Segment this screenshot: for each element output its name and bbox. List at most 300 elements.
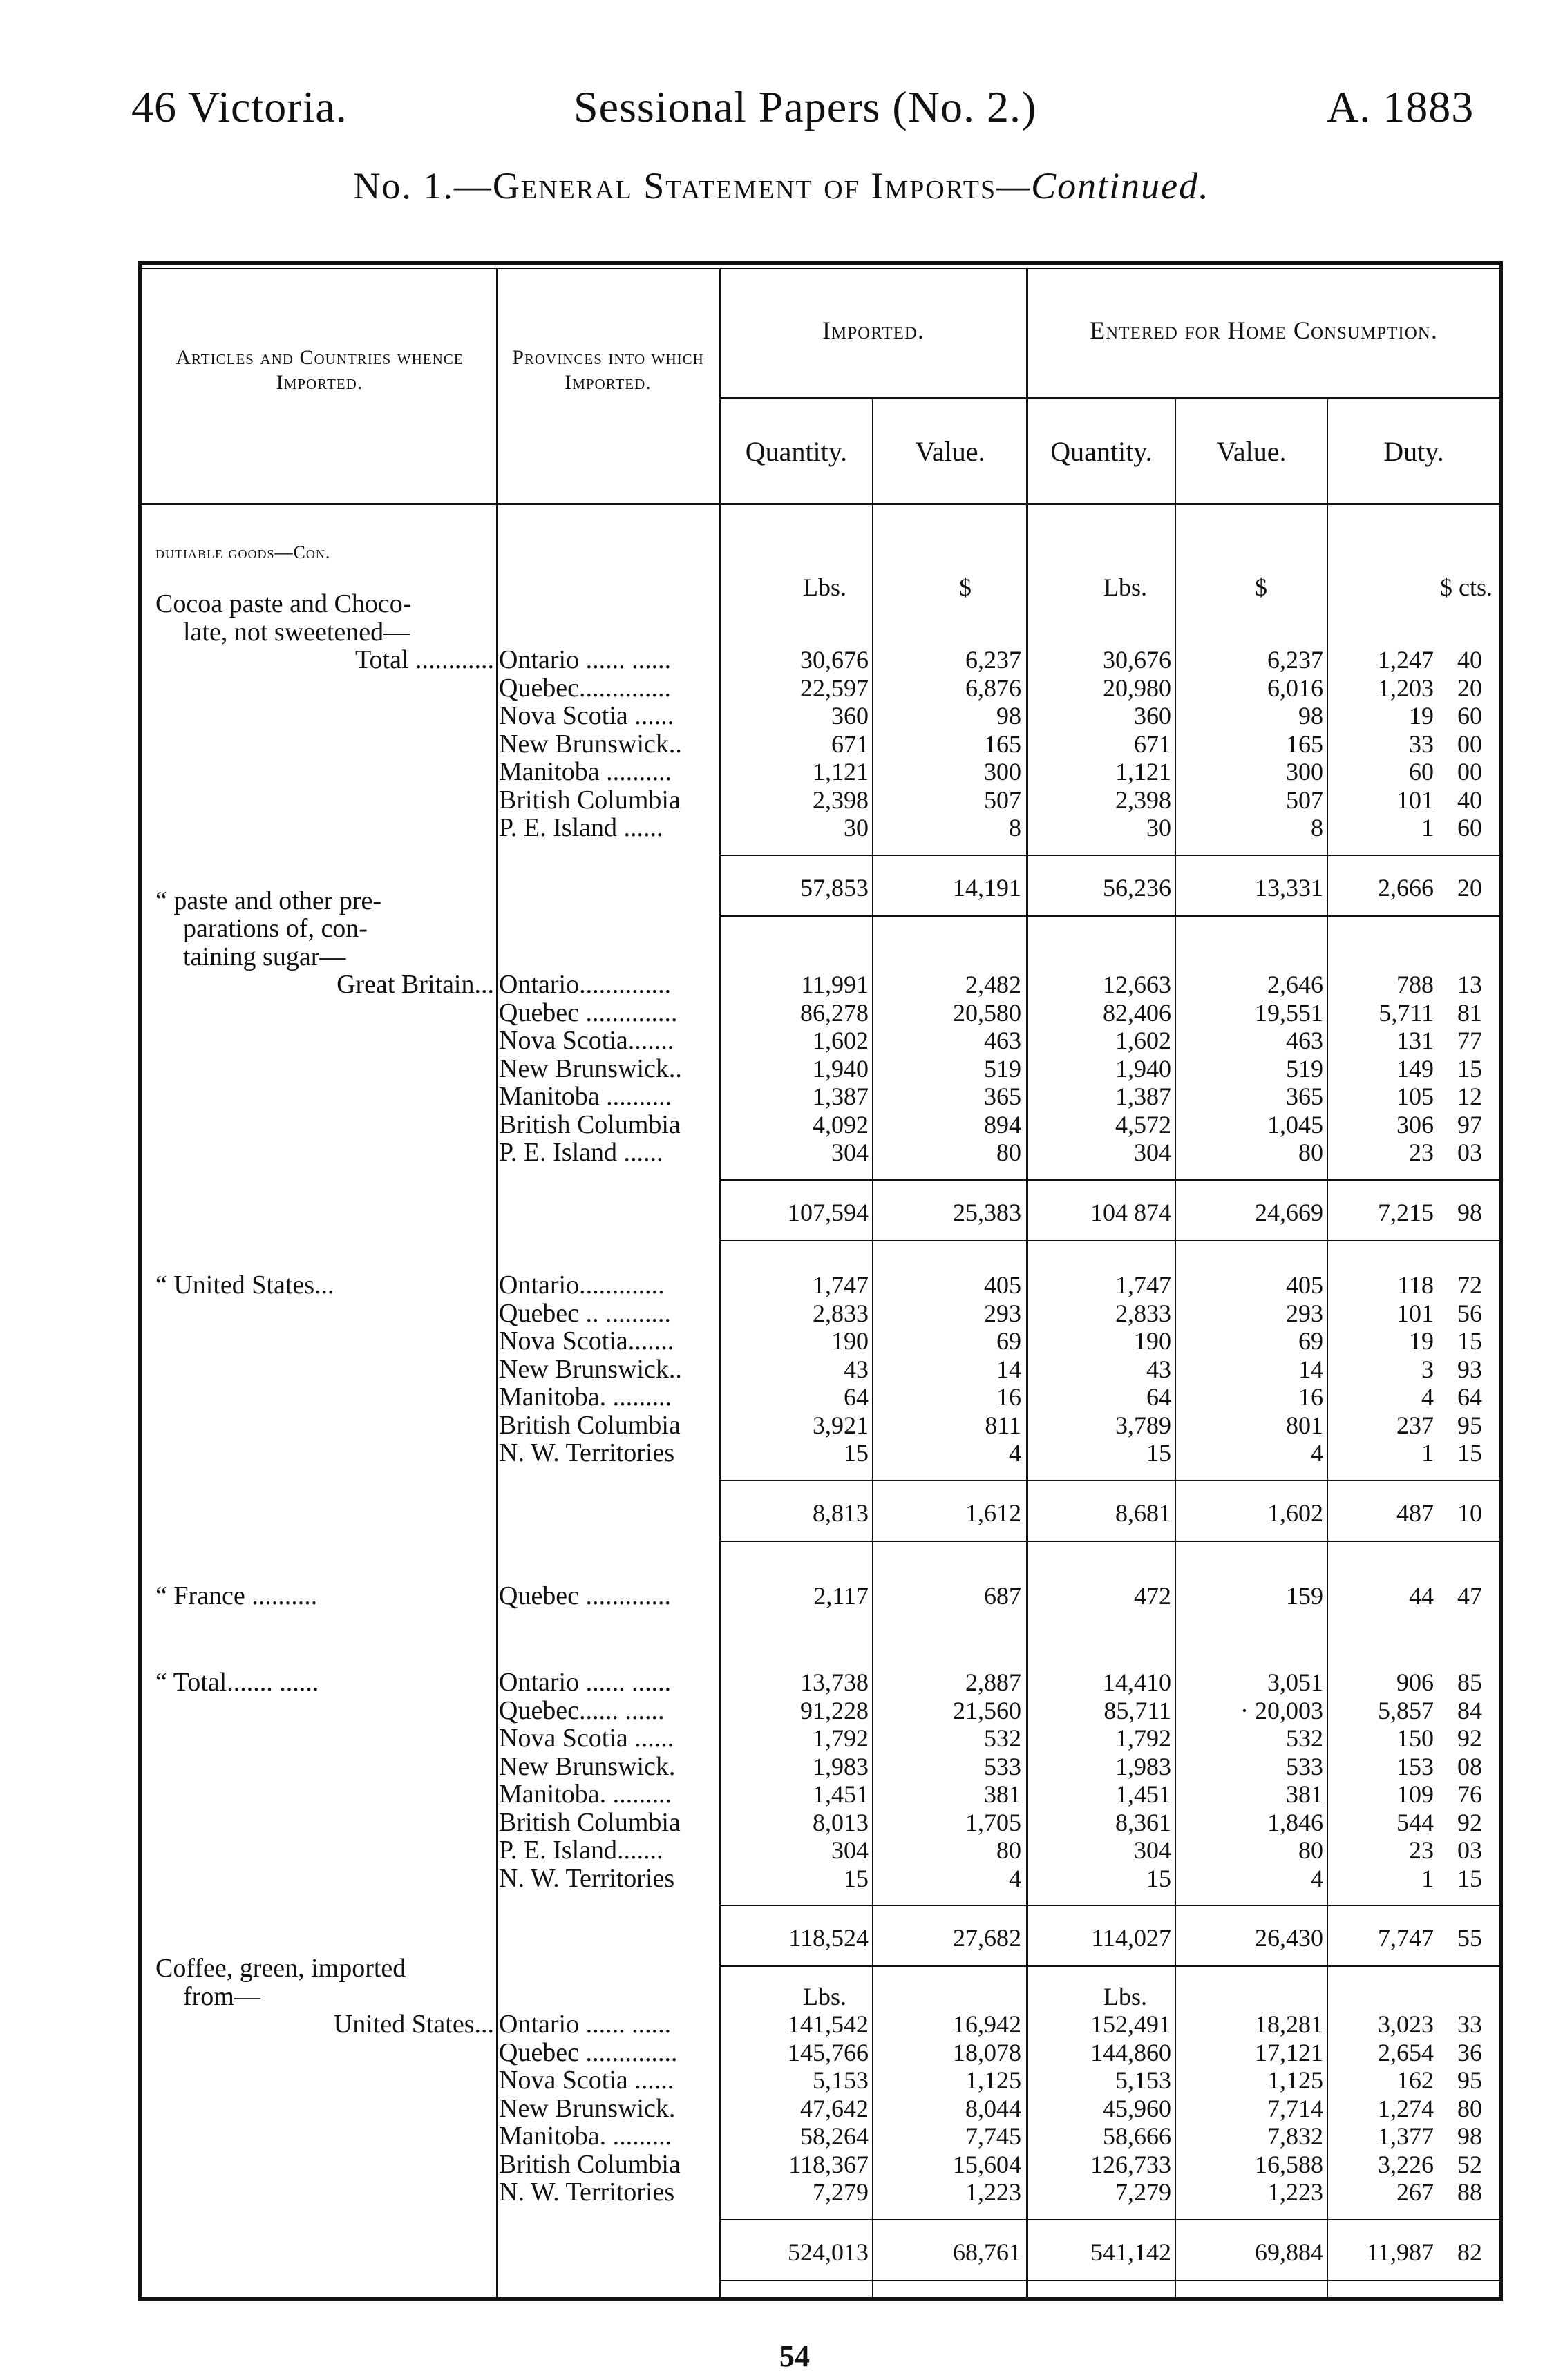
cell-duty-dollars: 109: [1396, 1780, 1434, 1808]
cell-quantity: 13,738: [800, 1668, 869, 1696]
cell-duty-cents: 98: [1457, 2122, 1482, 2150]
article-label-line: “ Total....... ......: [155, 1668, 319, 1697]
total-underline: [719, 1240, 1499, 1241]
cell-quantity: 1,940: [813, 1054, 869, 1083]
cell-value-entered: 80: [1298, 1836, 1323, 1864]
province-name: Manitoba ..........: [499, 758, 672, 786]
cell-quantity: 86,278: [800, 998, 869, 1027]
cell-quantity: 64: [844, 1383, 869, 1411]
cell-quantity-entered: 2,398: [1115, 786, 1171, 814]
cell-value-entered: 532: [1286, 1724, 1323, 1752]
cell-value-entered: 98: [1298, 702, 1323, 730]
cell-quantity: 190: [831, 1327, 869, 1355]
cell-duty-dollars: 237: [1396, 1411, 1434, 1439]
cell-quantity: 30: [844, 814, 869, 841]
cell-value-entered: 17,121: [1255, 2038, 1323, 2066]
cell-quantity-entered: 1,387: [1115, 1083, 1171, 1110]
cell-value: 1,125: [965, 2066, 1021, 2094]
total-quantity: 107,594: [788, 1198, 869, 1226]
total-duty-cents: 55: [1457, 1924, 1482, 1952]
cell-quantity-entered: 1,940: [1115, 1054, 1171, 1083]
total-duty-cents: 20: [1457, 873, 1482, 902]
cell-duty-cents: 47: [1457, 1582, 1482, 1610]
unit-val: $: [959, 573, 972, 601]
cell-duty-cents: 60: [1457, 702, 1482, 730]
col-head-entered: Entered for Home Consumption.: [1090, 316, 1438, 344]
cell-duty-cents: 97: [1457, 1110, 1482, 1139]
cell-value: 80: [996, 1139, 1021, 1166]
cell-value-entered: 405: [1286, 1271, 1323, 1299]
cell-value-entered: 165: [1286, 730, 1323, 758]
cell-quantity-entered: 1,747: [1115, 1271, 1171, 1299]
cell-value: 69: [996, 1327, 1021, 1355]
cell-value: 16,942: [953, 2010, 1021, 2038]
province-name: New Brunswick.: [499, 2094, 676, 2122]
province-name: Quebec..............: [499, 674, 672, 702]
total-value: 1,612: [965, 1498, 1021, 1527]
province-name: N. W. Territories: [499, 2178, 675, 2206]
cell-value-entered: 16: [1298, 1383, 1323, 1411]
article-label-line: Total ............: [354, 645, 494, 674]
cell-duty-cents: 15: [1457, 1439, 1482, 1467]
total-rule: [719, 1179, 1499, 1181]
cell-quantity: 671: [831, 730, 869, 758]
article-label-line: “ paste and other pre-: [155, 886, 382, 915]
cell-duty-dollars: 131: [1396, 1027, 1434, 1054]
cell-value-entered: 381: [1286, 1780, 1323, 1808]
province-name: Nova Scotia ......: [499, 2066, 674, 2094]
col-divider-5: [1175, 399, 1176, 2297]
cell-quantity-entered: 152,491: [1090, 2010, 1171, 2038]
cell-duty-dollars: 150: [1396, 1724, 1434, 1752]
cell-duty-cents: 60: [1457, 814, 1482, 841]
cell-duty-cents: 40: [1457, 786, 1482, 814]
province-name: Nova Scotia ......: [499, 702, 674, 730]
cell-quantity-entered: 2,833: [1115, 1299, 1171, 1327]
cell-value: 6,876: [965, 674, 1021, 702]
article-label-line: Cocoa paste and Choco-: [155, 589, 412, 618]
cell-duty-cents: 92: [1457, 1808, 1482, 1836]
cell-quantity: 22,597: [800, 674, 869, 702]
cell-duty-dollars: 101: [1396, 1299, 1434, 1327]
cell-quantity-entered: 360: [1134, 702, 1171, 730]
title-number: No. 1.—: [353, 165, 493, 207]
cell-duty-cents: 95: [1457, 1411, 1482, 1439]
cell-quantity-entered: 82,406: [1103, 998, 1171, 1027]
total-quantity-entered: 104 874: [1090, 1198, 1171, 1226]
cell-value: 405: [984, 1271, 1021, 1299]
cell-duty-cents: 03: [1457, 1139, 1482, 1166]
header-right: A. 1883: [1327, 82, 1475, 131]
cell-value: 1,223: [965, 2178, 1021, 2206]
cell-duty-dollars: 4: [1421, 1383, 1434, 1411]
total-quantity-entered: 56,236: [1103, 873, 1171, 902]
article-label-line: from—: [183, 1981, 260, 2011]
cell-value-entered: 801: [1286, 1411, 1323, 1439]
cell-quantity-entered: 15: [1146, 1439, 1171, 1467]
total-duty-dollars: 487: [1396, 1498, 1434, 1527]
total-duty-cents: 10: [1457, 1498, 1482, 1527]
cell-duty-cents: 40: [1457, 646, 1482, 674]
cell-quantity: 7,279: [813, 2178, 869, 2206]
total-underline: [719, 915, 1499, 917]
col-head-quantity: Quantity.: [745, 436, 848, 467]
article-label-line: United States...: [333, 2010, 494, 2039]
cell-duty-cents: 13: [1457, 971, 1482, 998]
total-duty-cents: 98: [1457, 1198, 1482, 1226]
cell-quantity-entered: 12,663: [1103, 971, 1171, 998]
total-underline: [719, 1965, 1499, 1967]
cell-value-entered: 1,125: [1267, 2066, 1323, 2094]
cell-duty-cents: 33: [1457, 2010, 1482, 2038]
cell-value: 80: [996, 1836, 1021, 1864]
cell-duty-cents: 95: [1457, 2066, 1482, 2094]
header-bottom-rule: [138, 503, 1503, 505]
total-rule: [719, 1905, 1499, 1906]
province-name: Ontario.............: [499, 1271, 665, 1299]
cell-value-entered: 1,045: [1267, 1110, 1323, 1139]
cell-value: 98: [996, 702, 1021, 730]
cell-duty-cents: 12: [1457, 1083, 1482, 1110]
col-head-imported: Imported.: [822, 316, 925, 344]
cell-duty-cents: 84: [1457, 1696, 1482, 1724]
cell-duty-dollars: 267: [1396, 2178, 1434, 2206]
cell-quantity: 8,013: [813, 1808, 869, 1836]
cell-quantity-entered: 4,572: [1115, 1110, 1171, 1139]
cell-value: 18,078: [953, 2038, 1021, 2066]
cell-quantity: 3,921: [813, 1411, 869, 1439]
cell-duty-dollars: 1,377: [1378, 2122, 1434, 2150]
province-name: Manitoba ..........: [499, 1083, 672, 1110]
cell-value-entered: 69: [1298, 1327, 1323, 1355]
cell-quantity-entered: 671: [1134, 730, 1171, 758]
cell-value-entered: 7,832: [1267, 2122, 1323, 2150]
province-name: Quebec .............: [499, 1582, 672, 1610]
cell-duty-dollars: 788: [1396, 971, 1434, 998]
cell-quantity-entered: 85,711: [1103, 1696, 1171, 1724]
cell-duty-cents: 76: [1457, 1780, 1482, 1808]
cell-duty-dollars: 105: [1396, 1083, 1434, 1110]
cell-value-entered: 14: [1298, 1355, 1323, 1383]
total-value-entered: 69,884: [1255, 2238, 1323, 2266]
total-quantity: 118,524: [788, 1924, 869, 1952]
total-value: 25,383: [953, 1198, 1021, 1226]
cell-duty-cents: 56: [1457, 1299, 1482, 1327]
table-top-rule-thin: [138, 268, 1503, 269]
cell-duty-dollars: 19: [1409, 702, 1434, 730]
cell-value: 7,745: [965, 2122, 1021, 2150]
cell-duty-dollars: 5,857: [1378, 1696, 1434, 1724]
cell-value: 1,705: [965, 1808, 1021, 1836]
col-head-quantity-entered: Quantity.: [1050, 436, 1153, 467]
cell-quantity-entered: 472: [1134, 1582, 1171, 1610]
cell-quantity: 304: [831, 1139, 869, 1166]
cell-duty-dollars: 1: [1421, 814, 1434, 841]
cell-duty-cents: 92: [1457, 1724, 1482, 1752]
section-label: dutiable goods—Con.: [155, 542, 331, 562]
cell-value: 687: [984, 1582, 1021, 1610]
cell-duty-cents: 52: [1457, 2150, 1482, 2178]
cell-value-entered: 1,223: [1267, 2178, 1323, 2206]
total-value: 68,761: [953, 2238, 1021, 2266]
total-quantity: 57,853: [800, 873, 869, 902]
cell-quantity: 2,117: [813, 1582, 869, 1610]
table-title: [0, 164, 1563, 207]
cell-duty-cents: 00: [1457, 758, 1482, 786]
cell-value-entered: · 20,003: [1240, 1696, 1323, 1724]
cell-duty-dollars: 19: [1409, 1327, 1434, 1355]
total-rule: [719, 1480, 1499, 1481]
province-name: Manitoba. .........: [499, 2122, 672, 2150]
cell-quantity-entered: 190: [1134, 1327, 1171, 1355]
cell-duty-dollars: 1,274: [1378, 2094, 1434, 2122]
cell-quantity: 43: [844, 1355, 869, 1383]
cell-value: 381: [984, 1780, 1021, 1808]
cell-duty-cents: 15: [1457, 1327, 1482, 1355]
province-name: N. W. Territories: [499, 1439, 675, 1467]
cell-quantity: 15: [844, 1864, 869, 1892]
cell-value-entered: 7,714: [1267, 2094, 1323, 2122]
province-name: Quebec .. ..........: [499, 1299, 672, 1327]
cell-duty-cents: 80: [1457, 2094, 1482, 2122]
cell-quantity-entered: 304: [1134, 1836, 1171, 1864]
province-name: New Brunswick..: [499, 1355, 682, 1383]
article-label-line: “ United States...: [155, 1270, 334, 1300]
cell-duty-cents: 93: [1457, 1355, 1482, 1383]
article-label-line: Coffee, green, imported: [155, 1954, 406, 1983]
total-duty-dollars: 7,215: [1378, 1198, 1434, 1226]
col-divider-4: [1026, 268, 1028, 2297]
cell-value: 300: [984, 758, 1021, 786]
cell-value: 21,560: [953, 1696, 1021, 1724]
cell-quantity: 47,642: [800, 2094, 869, 2122]
province-name: British Columbia: [499, 1110, 681, 1139]
cell-value-entered: 463: [1286, 1027, 1323, 1054]
cell-value: 2,887: [965, 1668, 1021, 1696]
title-suffix: —Continued.: [996, 165, 1210, 207]
cell-value: 365: [984, 1083, 1021, 1110]
total-underline: [719, 2280, 1499, 2281]
cell-value-entered: 19,551: [1255, 998, 1323, 1027]
cell-quantity: 145,766: [788, 2038, 869, 2066]
cell-quantity: 2,398: [813, 786, 869, 814]
total-quantity-entered: 541,142: [1090, 2238, 1171, 2266]
total-underline: [719, 1541, 1499, 1542]
cell-quantity-entered: 58,666: [1103, 2122, 1171, 2150]
cell-duty-dollars: 101: [1396, 786, 1434, 814]
cell-duty-cents: 00: [1457, 730, 1482, 758]
total-duty-dollars: 7,747: [1378, 1924, 1434, 1952]
cell-quantity-entered: 1,121: [1115, 758, 1171, 786]
cell-value: 519: [984, 1054, 1021, 1083]
total-quantity: 524,013: [788, 2238, 869, 2266]
province-name: Manitoba. .........: [499, 1383, 672, 1411]
article-label-line: late, not sweetened—: [183, 617, 410, 647]
title-text: General Statement of Imports: [492, 165, 997, 207]
province-name: N. W. Territories: [499, 1864, 675, 1892]
unit-val2: $: [1255, 573, 1267, 601]
cell-duty-dollars: 1,203: [1378, 674, 1434, 702]
total-value-entered: 24,669: [1255, 1198, 1323, 1226]
cell-quantity: 58,264: [800, 2122, 869, 2150]
cell-value-entered: 300: [1286, 758, 1323, 786]
cell-quantity: 1,387: [813, 1083, 869, 1110]
article-label-line: “ France ..........: [155, 1581, 318, 1610]
cell-quantity-entered: 1,602: [1115, 1027, 1171, 1054]
cell-value-entered: 365: [1286, 1083, 1323, 1110]
cell-quantity: 1,792: [813, 1724, 869, 1752]
cell-quantity-entered: 144,860: [1090, 2038, 1171, 2066]
province-name: New Brunswick..: [499, 730, 682, 758]
total-quantity-entered: 8,681: [1115, 1498, 1171, 1527]
cell-value-entered: 507: [1286, 786, 1323, 814]
cell-value: 8: [1009, 814, 1021, 841]
cell-duty-cents: 85: [1457, 1668, 1482, 1696]
total-rule: [719, 855, 1499, 856]
cell-duty-dollars: 33: [1409, 730, 1434, 758]
cell-value: 4: [1009, 1864, 1021, 1892]
cell-quantity: 304: [831, 1836, 869, 1864]
col-divider-3: [872, 399, 873, 2297]
cell-value-entered: 2,646: [1267, 971, 1323, 998]
cell-quantity-entered: 126,733: [1090, 2150, 1171, 2178]
cell-quantity: 118,367: [788, 2150, 869, 2178]
cell-value: 811: [985, 1411, 1021, 1439]
cell-value: 6,237: [965, 646, 1021, 674]
cell-duty-dollars: 1: [1421, 1439, 1434, 1467]
cell-value: 16: [996, 1383, 1021, 1411]
cell-value: 4: [1009, 1439, 1021, 1467]
cell-value-entered: 6,016: [1267, 674, 1323, 702]
cell-value: 507: [984, 786, 1021, 814]
cell-value-entered: 293: [1286, 1299, 1323, 1327]
cell-quantity: 1,747: [813, 1271, 869, 1299]
cell-duty-dollars: 306: [1396, 1110, 1434, 1139]
cell-value: 14: [996, 1355, 1021, 1383]
province-name: Nova Scotia.......: [499, 1027, 674, 1054]
cell-quantity-entered: 14,410: [1103, 1668, 1171, 1696]
province-name: Ontario ...... ......: [499, 2010, 672, 2038]
col-head-provinces: Provinces into which Imported.: [512, 346, 704, 394]
cell-value-entered: 6,237: [1267, 646, 1323, 674]
province-name: New Brunswick..: [499, 1054, 682, 1083]
cell-quantity-entered: 8,361: [1115, 1808, 1171, 1836]
province-name: P. E. Island.......: [499, 1836, 663, 1864]
col-divider-1: [496, 268, 498, 2297]
cell-value-entered: 18,281: [1255, 2010, 1323, 2038]
cell-duty-dollars: 3: [1421, 1355, 1434, 1383]
total-duty-dollars: 11,987: [1366, 2238, 1434, 2266]
cell-duty-dollars: 906: [1396, 1668, 1434, 1696]
cell-duty-dollars: 149: [1396, 1054, 1434, 1083]
province-name: Ontario ...... ......: [499, 1668, 672, 1696]
province-name: British Columbia: [499, 1808, 681, 1836]
cell-quantity-entered: 30: [1146, 814, 1171, 841]
province-name: British Columbia: [499, 1411, 681, 1439]
cell-duty-cents: 72: [1457, 1271, 1482, 1299]
cell-duty-cents: 64: [1457, 1383, 1482, 1411]
cell-value: 15,604: [953, 2150, 1021, 2178]
total-rule: [719, 2219, 1499, 2220]
col-head-value-entered: Value.: [1216, 436, 1287, 467]
cell-quantity-entered: 7,279: [1115, 2178, 1171, 2206]
province-name: P. E. Island ......: [499, 814, 663, 841]
province-name: Quebec...... ......: [499, 1696, 665, 1724]
cell-quantity: 11,991: [801, 971, 869, 998]
cell-duty-dollars: 2,654: [1378, 2038, 1434, 2066]
province-name: Manitoba. .........: [499, 1780, 672, 1808]
province-name: Quebec ..............: [499, 998, 678, 1027]
cell-value-entered: 4: [1311, 1439, 1323, 1467]
unit-qty: Lbs.: [803, 573, 846, 601]
cell-quantity: 141,542: [788, 2010, 869, 2038]
cell-duty-dollars: 1: [1421, 1864, 1434, 1892]
col-head-duty: Duty.: [1383, 436, 1444, 467]
col-divider-2: [719, 268, 721, 2297]
cell-duty-dollars: 60: [1409, 758, 1434, 786]
table-top-rule: [138, 261, 1503, 265]
total-value: 27,682: [953, 1924, 1021, 1952]
cell-duty-cents: 03: [1457, 1836, 1482, 1864]
total-value: 14,191: [953, 873, 1021, 902]
cell-duty-dollars: 23: [1409, 1836, 1434, 1864]
cell-quantity: 15: [844, 1439, 869, 1467]
total-value-entered: 1,602: [1267, 1498, 1323, 1527]
article-label-line: Great Britain...: [337, 970, 494, 999]
cell-duty-dollars: 118: [1397, 1271, 1434, 1299]
cell-duty-cents: 15: [1457, 1054, 1482, 1083]
cell-value-entered: 8: [1311, 814, 1323, 841]
cell-duty-dollars: 3,226: [1378, 2150, 1434, 2178]
cell-quantity-entered: 304: [1134, 1139, 1171, 1166]
cell-duty-dollars: 23: [1409, 1139, 1434, 1166]
cell-value: 165: [984, 730, 1021, 758]
cell-quantity-entered: 15: [1146, 1864, 1171, 1892]
article-label-line: parations of, con-: [183, 914, 368, 943]
cell-quantity-entered: 1,451: [1115, 1780, 1171, 1808]
cell-duty-cents: 20: [1457, 674, 1482, 702]
cell-value: 20,580: [953, 998, 1021, 1027]
total-value-entered: 13,331: [1255, 873, 1323, 902]
cell-value-entered: 16,588: [1255, 2150, 1323, 2178]
unit-qty2: Lbs.: [1103, 573, 1147, 601]
unit-qty: Lbs.: [803, 1982, 846, 2010]
cell-duty-cents: 36: [1457, 2038, 1482, 2066]
cell-value-entered: 159: [1286, 1582, 1323, 1610]
cell-quantity-entered: 64: [1146, 1383, 1171, 1411]
province-name: Ontario ...... ......: [499, 646, 672, 674]
cell-value: 463: [984, 1027, 1021, 1054]
cell-quantity-entered: 20,980: [1103, 674, 1171, 702]
province-name: British Columbia: [499, 786, 681, 814]
cell-quantity: 1,602: [813, 1027, 869, 1054]
header-left: 46 Victoria.: [131, 82, 348, 131]
cell-quantity: 1,451: [813, 1780, 869, 1808]
cell-value-entered: 533: [1286, 1752, 1323, 1780]
cell-quantity: 30,676: [800, 646, 869, 674]
cell-duty-dollars: 162: [1396, 2066, 1434, 2094]
total-quantity-entered: 114,027: [1091, 1924, 1171, 1952]
cell-quantity-entered: 1,983: [1115, 1752, 1171, 1780]
province-name: Nova Scotia ......: [499, 1724, 674, 1752]
col-head-articles: Articles and Countries whence Imported.: [176, 346, 464, 394]
cell-quantity: 91,228: [800, 1696, 869, 1724]
province-name: P. E. Island ......: [499, 1139, 663, 1166]
cell-value: 894: [984, 1110, 1021, 1139]
cell-quantity: 1,121: [813, 758, 869, 786]
group-heading-rule: [719, 397, 1499, 399]
cell-quantity: 4,092: [813, 1110, 869, 1139]
